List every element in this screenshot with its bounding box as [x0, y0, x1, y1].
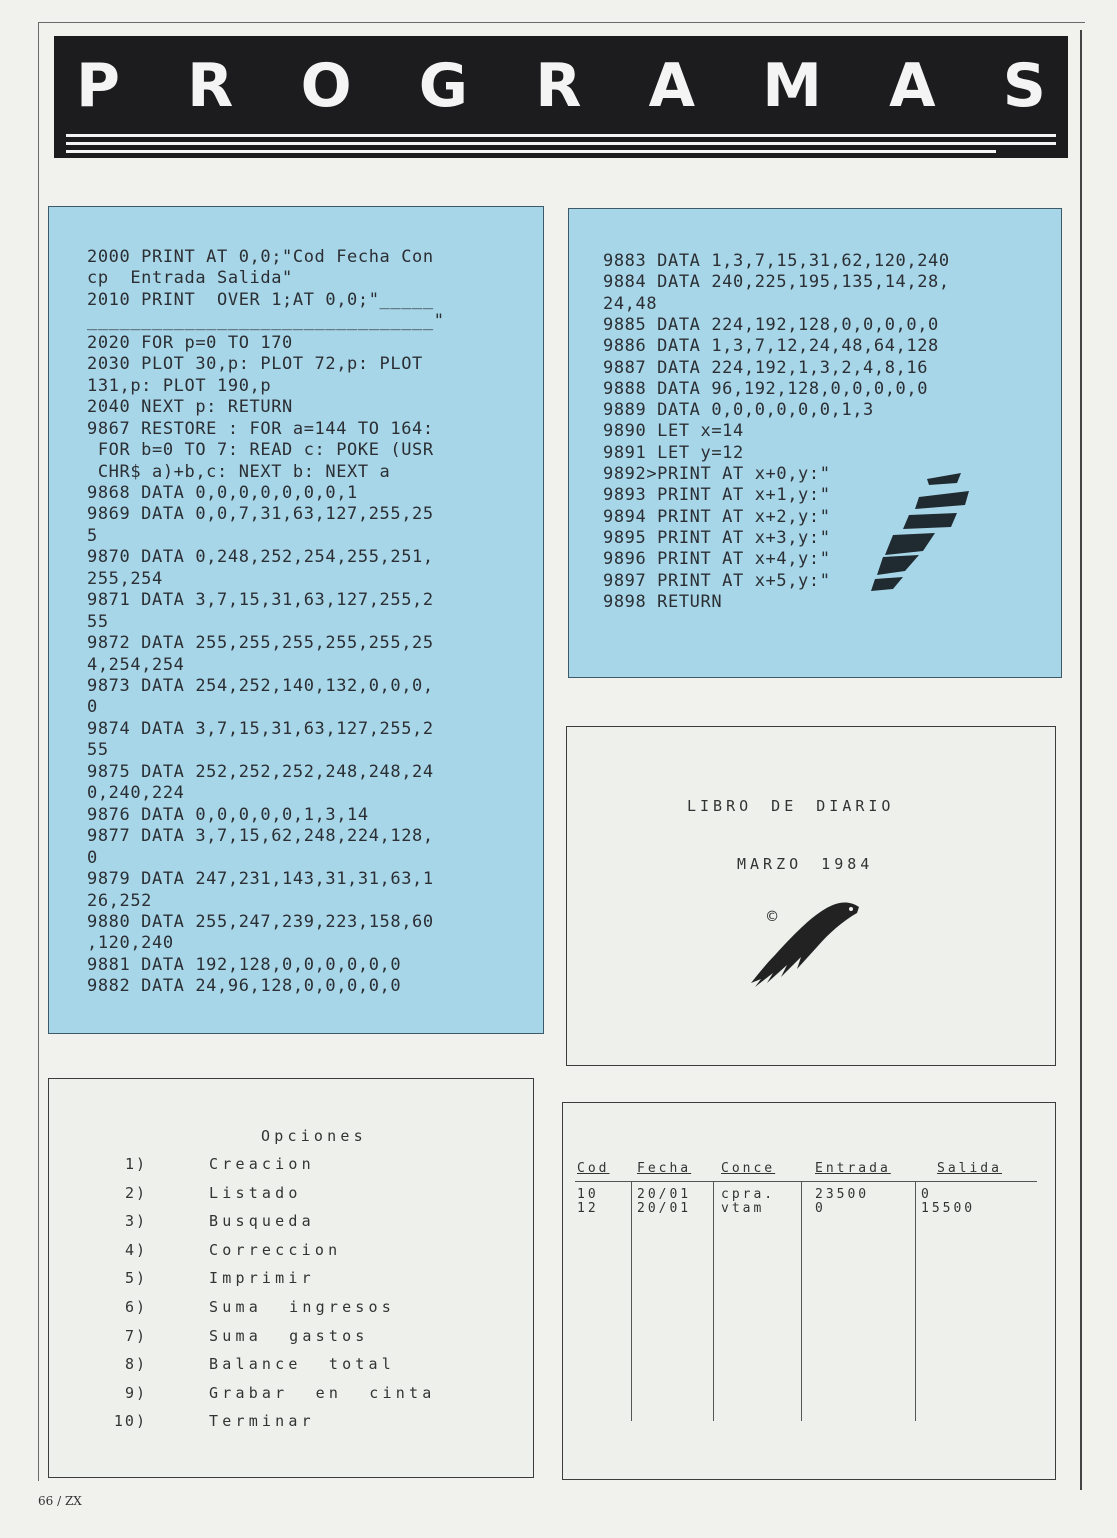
menu-item-number: 1) [124, 1155, 147, 1173]
menu-item-label[interactable]: Terminar [209, 1412, 315, 1431]
menu-item-label[interactable]: Imprimir [209, 1269, 315, 1288]
ledger-column-rule [915, 1181, 916, 1421]
menu-item-number: 7) [124, 1326, 147, 1345]
ledger-cell: cpra. [721, 1187, 776, 1202]
ledger-cell: 15500 [921, 1201, 976, 1216]
code-line: 9877 DATA 3,7,15,62,248,224,128, [87, 826, 434, 847]
ledger-cell: 23500 [815, 1187, 870, 1202]
menu-item-number: 10) [113, 1412, 147, 1431]
code-line: 9890 LET x=14 [603, 421, 744, 442]
menu-item-label[interactable]: Grabar en cinta [209, 1383, 436, 1402]
code-line: 131,p: PLOT 190,p [87, 375, 272, 396]
code-line: 9879 DATA 247,231,143,31,31,63,1 [87, 869, 434, 890]
code-line: ________________________________" [87, 311, 445, 332]
section-header [54, 36, 1068, 158]
menu-item-number: 2) [124, 1183, 147, 1202]
menu-item-number: 8) [124, 1355, 147, 1374]
ledger-column-rule [801, 1181, 802, 1421]
code-line: ,120,240 [87, 933, 174, 954]
menu-panel [48, 1078, 534, 1478]
menu-heading: Opciones [261, 1127, 367, 1145]
code-line: 9886 DATA 1,3,7,12,24,48,64,128 [603, 336, 939, 357]
bird-sprite-graphic [869, 465, 989, 601]
code-line: 4,254,254 [87, 654, 185, 675]
ledger-cell: 0 [921, 1187, 932, 1202]
menu-item-label[interactable]: Correccion [209, 1240, 342, 1259]
menu-item-label[interactable]: Listado [209, 1183, 302, 1202]
menu-item-label[interactable]: Creacion [209, 1155, 315, 1173]
code-line: 9884 DATA 240,225,195,135,14,28, [603, 272, 950, 293]
code-line: 9896 PRINT AT x+4,y:" [603, 549, 831, 570]
code-line: 24,48 [603, 293, 658, 314]
code-line: 9892>PRINT AT x+0,y:" [603, 464, 831, 484]
menu-item-number: 3) [124, 1212, 147, 1231]
menu-item-label[interactable]: Busqueda [209, 1212, 315, 1231]
code-line: 2000 PRINT AT 0,0;"Cod Fecha Con [87, 247, 434, 267]
title-letter: R [535, 51, 582, 121]
code-line: 2040 NEXT p: RETURN [87, 397, 293, 418]
code-line: 9871 DATA 3,7,15,31,63,127,255,2 [87, 590, 434, 611]
code-line: 9876 DATA 0,0,0,0,0,1,3,14 [87, 804, 369, 825]
code-line: cp Entrada Salida" [87, 268, 293, 289]
code-line: 9897 PRINT AT x+5,y:" [603, 570, 831, 591]
code-line: 2030 PLOT 30,p: PLOT 72,p: PLOT [87, 354, 423, 375]
program-date: MARZO 1984 [737, 855, 874, 873]
code-line: 55 [87, 740, 109, 761]
program-title: LIBRO DE DIARIO [687, 797, 895, 815]
ledger-panel [562, 1102, 1056, 1480]
ledger-column-header: Entrada [815, 1161, 891, 1176]
header-stripe [66, 142, 1056, 145]
page-footer: 66 / ZX [38, 1494, 82, 1508]
code-line: 9887 DATA 224,192,1,3,2,4,8,16 [603, 357, 929, 378]
ledger-column-rule [631, 1181, 632, 1421]
title-letter: R [187, 51, 234, 121]
listing-panel-right [568, 208, 1062, 678]
code-line: 5 [87, 525, 98, 546]
header-stripe [66, 150, 996, 153]
title-letter: A [889, 51, 936, 121]
menu-item-number: 6) [124, 1298, 147, 1316]
section-title [54, 44, 1068, 128]
ledger-cell: 12 [577, 1201, 599, 1216]
code-line: FOR b=0 TO 7: READ c: POKE (USR [87, 440, 434, 461]
code-line: 9885 DATA 224,192,128,0,0,0,0,0 [603, 314, 939, 335]
code-line: 2010 PRINT OVER 1;AT 0,0;"_____ [87, 289, 434, 310]
code-line: 9895 PRINT AT x+3,y:" [603, 527, 831, 548]
menu-item-number: 5) [124, 1269, 147, 1288]
code-line: 26,252 [87, 890, 153, 911]
code-line: 9898 RETURN [603, 591, 723, 612]
swallow-logo [747, 899, 867, 989]
code-line: 9867 RESTORE : FOR a=144 TO 164: [87, 418, 434, 439]
code-line: 255,254 [87, 568, 163, 589]
menu-item-label[interactable]: Suma ingresos [209, 1298, 395, 1316]
ledger-column-header: Conce [721, 1161, 776, 1176]
header-stripe [66, 134, 1056, 137]
code-line: 9869 DATA 0,0,7,31,63,127,255,25 [87, 504, 434, 525]
code-line: CHR$ a)+b,c: NEXT b: NEXT a [87, 461, 391, 482]
copyright-symbol: © [767, 907, 778, 927]
code-line: 9891 LET y=12 [603, 442, 744, 463]
code-line: 55 [87, 611, 109, 632]
code-line: 0,240,224 [87, 783, 185, 804]
title-letter: G [418, 51, 469, 121]
code-line: 9870 DATA 0,248,252,254,255,251, [87, 547, 434, 568]
menu-item-label[interactable]: Suma gastos [209, 1326, 369, 1345]
ledger-cell: 0 [815, 1201, 826, 1216]
code-line: 9894 PRINT AT x+2,y:" [603, 506, 831, 527]
ledger-column-header: Salida [937, 1161, 1002, 1176]
menu-item-label[interactable]: Balance total [209, 1355, 395, 1374]
code-line: 9889 DATA 0,0,0,0,0,0,1,3 [603, 400, 874, 421]
title-screen-panel [566, 726, 1056, 1066]
ledger-cell: 20/01 [637, 1187, 692, 1202]
code-line: 0 [87, 697, 98, 718]
code-line: 9883 DATA 1,3,7,15,31,62,120,240 [603, 251, 950, 271]
title-letter: M [762, 51, 822, 121]
code-line: 9881 DATA 192,128,0,0,0,0,0,0 [87, 954, 402, 975]
ledger-column-header: Cod [577, 1161, 610, 1176]
title-letter: S [1002, 51, 1046, 121]
code-line: 9875 DATA 252,252,252,248,248,24 [87, 761, 434, 782]
ledger-column-rule [713, 1181, 714, 1421]
code-line: 9880 DATA 255,247,239,223,158,60 [87, 911, 434, 932]
ledger-header-rule [575, 1181, 1037, 1182]
code-line: 0 [87, 847, 98, 868]
ledger-cell: 20/01 [637, 1201, 692, 1216]
code-line: 9888 DATA 96,192,128,0,0,0,0,0 [603, 378, 929, 399]
code-line: 9882 DATA 24,96,128,0,0,0,0,0 [87, 976, 402, 997]
code-line: 9868 DATA 0,0,0,0,0,0,0,1 [87, 482, 358, 503]
menu-item-number: 9) [124, 1383, 147, 1402]
code-line: 9874 DATA 3,7,15,31,63,127,255,2 [87, 718, 434, 739]
code-line: 9872 DATA 255,255,255,255,255,25 [87, 633, 434, 654]
code-line: 9893 PRINT AT x+1,y:" [603, 485, 831, 506]
title-letter: P [76, 51, 120, 121]
title-letter: O [300, 51, 352, 121]
code-line: 9873 DATA 254,252,140,132,0,0,0, [87, 676, 434, 696]
title-letter: A [648, 51, 696, 121]
listing-panel-left [48, 206, 544, 1034]
ledger-cell: vtam [721, 1201, 765, 1216]
menu-item-number: 4) [124, 1240, 147, 1259]
code-line: 2020 FOR p=0 TO 170 [87, 332, 293, 353]
page-edge [1080, 30, 1082, 1490]
ledger-cell: 10 [577, 1187, 599, 1202]
ledger-column-header: Fecha [637, 1161, 692, 1176]
